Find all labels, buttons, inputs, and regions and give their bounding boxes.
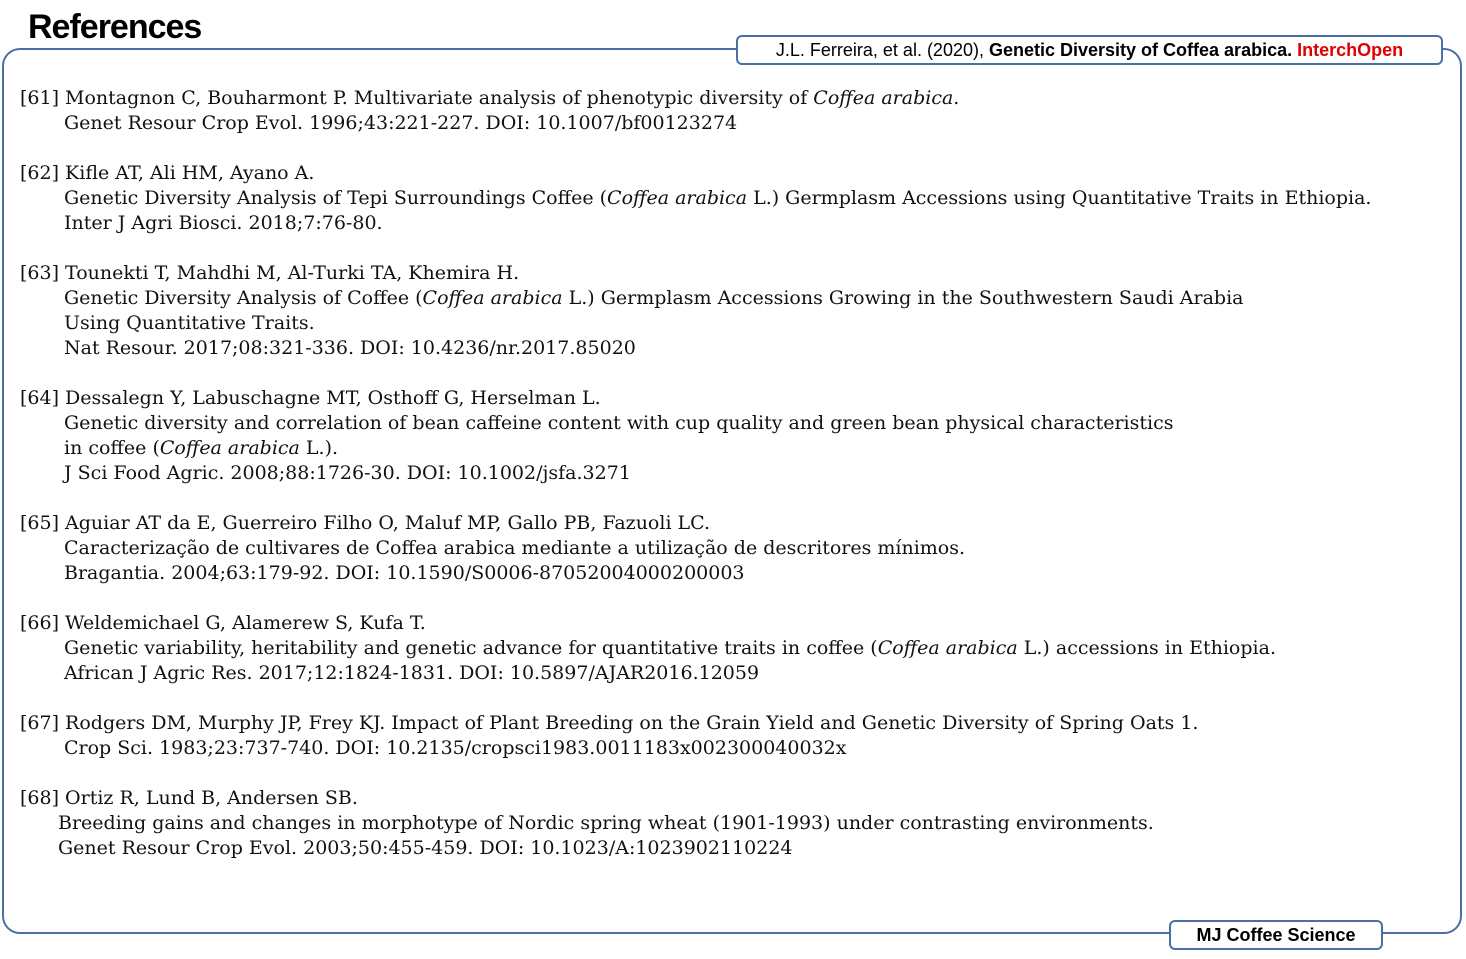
ref-species: Coffea arabica [607,187,748,209]
reference-67 [20,711,1450,761]
ref-head: [66] Weldemichael G, Alamerew S, Kufa T. [20,612,426,634]
ref-source: Inter J Agri Biosci. 2018;7:76-80. [64,212,383,234]
ref-species: Coffea arabica [422,287,563,309]
ref-source: J Sci Food Agric. 2008;88:1726-30. DOI: 10.1002/jsfa.3271 [64,462,631,484]
reference-62 [20,161,1450,236]
reference-66 [20,611,1450,686]
ref-title: Genetic variability, heritability and genetic advance for quantitative traits in coffee ( [64,637,878,659]
ref-title-end: L.). [299,437,339,459]
ref-source: African J Agric Res. 2017;12:1824-1831. DOI: 10.5897/AJAR2016.12059 [64,662,760,684]
ref-head: [65] Aguiar AT da E, Guerreiro Filho O, Maluf MP, Gallo PB, Fazuoli LC. [20,512,711,534]
reference-65 [20,511,1450,586]
ref-title: Genetic diversity and correlation of bean caffeine content with cup quality and green bean physical characteristics [64,412,1174,434]
reference-61 [20,86,1450,136]
ref-source: Crop Sci. 1983;23:737-740. DOI: 10.2135/cropsci1983.0011183x002300040032x [64,737,847,759]
citation-publisher: InterchOpen [1292,40,1404,60]
page-title: References [28,8,202,46]
ref-species: Coffea arabica [877,637,1018,659]
ref-source: Genet Resour Crop Evol. 1996;43:221-227. DOI: 10.1007/bf00123274 [64,112,738,134]
reference-64 [20,386,1450,486]
ref-source: Bragantia. 2004;63:179-92. DOI: 10.1590/S0006-87052004000200003 [64,562,745,584]
ref-title: Genetic Diversity Analysis of Coffee ( [64,287,423,309]
ref-title-end: L.) Germplasm Accessions using Quantitative Traits in Ethiopia. [747,187,1372,209]
ref-title-cont: Using Quantitative Traits. [64,312,315,334]
ref-title-cont: in coffee ( [64,437,160,459]
ref-species: Coffea arabica [159,437,300,459]
citation-box [736,35,1443,65]
ref-head: [68] Ortiz R, Lund B, Andersen SB. [20,787,358,809]
ref-head: [67] Rodgers DM, Murphy JP, Frey KJ. Impact of Plant Breeding on the Grain Yield and Genetic Diversity of Spring Oats 1. [20,712,1199,734]
ref-title: Genetic Diversity Analysis of Tepi Surroundings Coffee ( [64,187,608,209]
ref-title: Breeding gains and changes in morphotype of Nordic spring wheat (1901-1993) under contrasting environments. [58,812,1154,834]
reference-68 [20,786,1450,861]
ref-title-end: L.) accessions in Ethiopia. [1017,637,1276,659]
ref-head: [61] Montagnon C, Bouharmont P. Multivariate analysis of phenotypic diversity of [20,87,814,109]
ref-head: [63] Tounekti T, Mahdhi M, Al-Turki TA, Khemira H. [20,262,520,284]
ref-source: Nat Resour. 2017;08:321-336. DOI: 10.4236/nr.2017.85020 [64,337,636,359]
ref-head: [64] Dessalegn Y, Labuschagne MT, Osthoff G, Herselman L. [20,387,601,409]
reference-63 [20,261,1450,361]
ref-species: Coffea arabica. [813,87,960,109]
ref-title-end: L.) Germplasm Accessions Growing in the Southwestern Saudi Arabia [562,287,1244,309]
ref-title: Caracterização de cultivares de Coffea arabica mediante a utilização de descritores mínimos. [64,537,966,559]
citation-authors: J.L. Ferreira, et al. (2020), [775,40,989,60]
ref-head: [62] Kifle AT, Ali HM, Ayano A. [20,162,315,184]
reference-list [20,86,1450,886]
ref-source: Genet Resour Crop Evol. 2003;50:455-459. DOI: 10.1023/A:1023902110224 [58,837,793,859]
footer-label: MJ Coffee Science [1169,920,1383,950]
citation-title: Genetic Diversity of Coffea arabica. [988,40,1293,60]
